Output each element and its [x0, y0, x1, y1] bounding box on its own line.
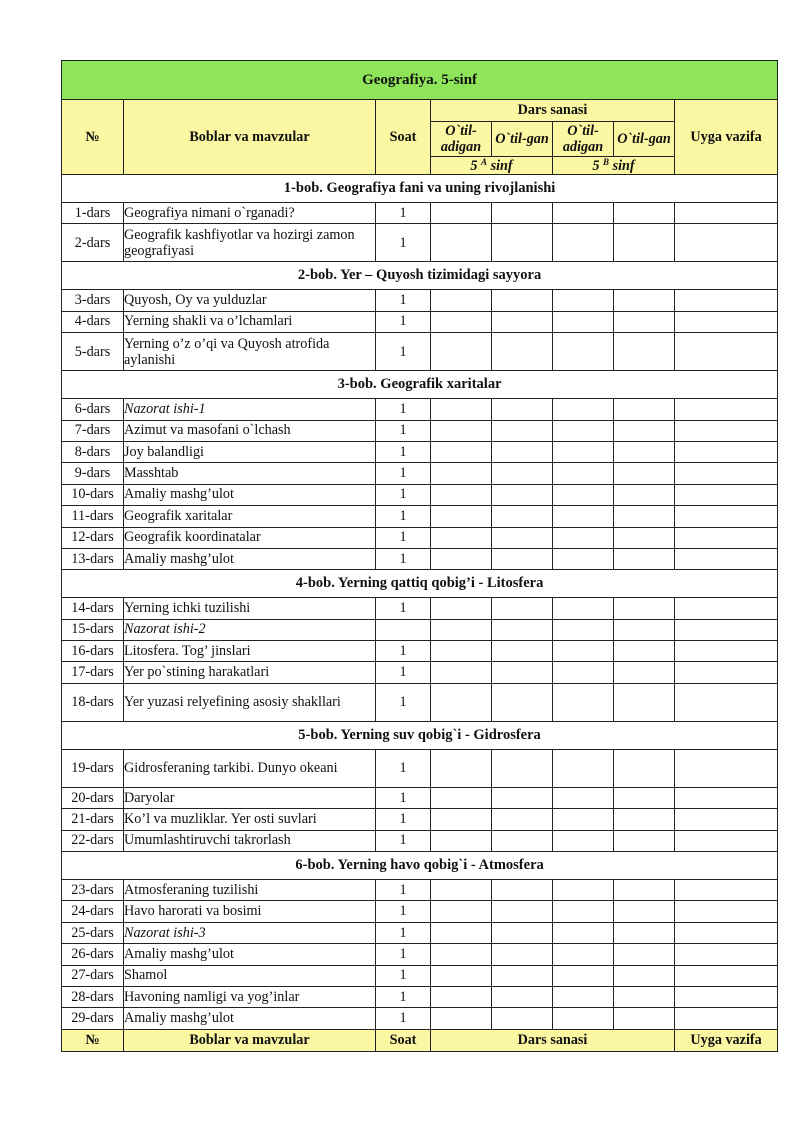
lesson-topic: Yer po`stining harakatlari [124, 662, 376, 683]
date-done-a-cell [492, 506, 553, 527]
lesson-hours [376, 619, 431, 640]
lesson-hours: 1 [376, 420, 431, 441]
date-planned-a-cell [431, 527, 492, 548]
lesson-topic: Yerning o’z o’qi va Quyosh atrofida aylanishi [124, 333, 376, 371]
date-planned-a-cell [431, 311, 492, 332]
date-planned-b-cell [553, 901, 614, 922]
homework-cell [675, 619, 778, 640]
date-done-a-cell [492, 420, 553, 441]
date-planned-a-cell [431, 683, 492, 721]
date-done-b-cell [614, 641, 675, 662]
date-planned-a-cell [431, 901, 492, 922]
date-planned-b-cell [553, 922, 614, 943]
lesson-number: 26-dars [62, 944, 124, 965]
lesson-number: 2-dars [62, 224, 124, 262]
lesson-row [62, 965, 778, 986]
lesson-hours: 1 [376, 830, 431, 851]
lesson-number: 10-dars [62, 484, 124, 505]
date-done-a-cell [492, 203, 553, 224]
chapter-row [62, 721, 778, 749]
lesson-topic: Joy balandligi [124, 441, 376, 462]
date-planned-b-cell [553, 683, 614, 721]
date-done-a-cell [492, 965, 553, 986]
lesson-row [62, 484, 778, 505]
lesson-number: 12-dars [62, 527, 124, 548]
class-b-number: 5 [592, 157, 600, 174]
lesson-hours: 1 [376, 399, 431, 420]
date-planned-a-cell [431, 809, 492, 830]
homework-cell [675, 986, 778, 1007]
header-num: № [62, 100, 124, 175]
date-done-a-cell [492, 484, 553, 505]
lesson-topic: Yerning shakli va o’lchamlari [124, 311, 376, 332]
lesson-topic: Havoning namligi va yog’inlar [124, 986, 376, 1007]
lesson-topic: Ko’l va muzliklar. Yer osti suvlari [124, 809, 376, 830]
lesson-row [62, 311, 778, 332]
header-hours: Soat [376, 100, 431, 175]
lesson-number: 1-dars [62, 203, 124, 224]
date-done-b-cell [614, 311, 675, 332]
date-planned-b-cell [553, 224, 614, 262]
date-done-b-cell [614, 548, 675, 569]
lesson-hours: 1 [376, 965, 431, 986]
header-col-c: O`til-adigan [553, 122, 614, 157]
lesson-number: 25-dars [62, 922, 124, 943]
date-planned-b-cell [553, 1008, 614, 1029]
date-done-b-cell [614, 463, 675, 484]
homework-cell [675, 484, 778, 505]
date-planned-a-cell [431, 830, 492, 851]
date-done-a-cell [492, 619, 553, 640]
date-planned-b-cell [553, 830, 614, 851]
lesson-row [62, 506, 778, 527]
date-done-b-cell [614, 333, 675, 371]
lesson-hours: 1 [376, 787, 431, 808]
lesson-plan-body [62, 175, 778, 1030]
date-planned-a-cell [431, 965, 492, 986]
date-planned-a-cell [431, 986, 492, 1007]
date-done-b-cell [614, 224, 675, 262]
date-planned-a-cell [431, 484, 492, 505]
date-done-a-cell [492, 809, 553, 830]
lesson-hours: 1 [376, 290, 431, 311]
lesson-topic: Nazorat ishi-1 [124, 399, 376, 420]
homework-cell [675, 311, 778, 332]
date-planned-b-cell [553, 311, 614, 332]
footer-hours: Soat [376, 1029, 431, 1051]
lesson-topic: Geografik koordinatalar [124, 527, 376, 548]
lesson-row [62, 527, 778, 548]
lesson-row [62, 809, 778, 830]
lesson-hours: 1 [376, 598, 431, 619]
homework-cell [675, 830, 778, 851]
lesson-number: 17-dars [62, 662, 124, 683]
date-planned-a-cell [431, 420, 492, 441]
homework-cell [675, 203, 778, 224]
lesson-row [62, 290, 778, 311]
homework-cell [675, 901, 778, 922]
date-done-a-cell [492, 548, 553, 569]
homework-cell [675, 683, 778, 721]
lesson-hours: 1 [376, 809, 431, 830]
date-done-a-cell [492, 901, 553, 922]
homework-cell [675, 662, 778, 683]
date-planned-a-cell [431, 598, 492, 619]
date-planned-a-cell [431, 399, 492, 420]
lesson-row [62, 683, 778, 721]
footer-num: № [62, 1029, 124, 1051]
lesson-row [62, 399, 778, 420]
date-done-b-cell [614, 662, 675, 683]
homework-cell [675, 1008, 778, 1029]
date-done-a-cell [492, 441, 553, 462]
date-done-a-cell [492, 333, 553, 371]
homework-cell [675, 944, 778, 965]
lesson-topic: Nazorat ishi-3 [124, 922, 376, 943]
homework-cell [675, 333, 778, 371]
chapter-row [62, 262, 778, 290]
date-done-b-cell [614, 944, 675, 965]
header-class-a [431, 157, 553, 175]
lesson-topic: Geografiya nimani o`rganadi? [124, 203, 376, 224]
lesson-topic: Daryolar [124, 787, 376, 808]
lesson-hours: 1 [376, 1008, 431, 1029]
date-done-b-cell [614, 922, 675, 943]
date-done-a-cell [492, 787, 553, 808]
date-planned-a-cell [431, 944, 492, 965]
lesson-number: 11-dars [62, 506, 124, 527]
lesson-topic: Masshtab [124, 463, 376, 484]
lesson-row [62, 224, 778, 262]
header-topics: Boblar va mavzular [124, 100, 376, 175]
date-done-b-cell [614, 619, 675, 640]
date-done-a-cell [492, 944, 553, 965]
date-done-b-cell [614, 830, 675, 851]
lesson-row [62, 463, 778, 484]
lesson-row [62, 749, 778, 787]
date-done-b-cell [614, 901, 675, 922]
lesson-number: 18-dars [62, 683, 124, 721]
lesson-hours: 1 [376, 484, 431, 505]
lesson-topic: Amaliy mashg’ulot [124, 944, 376, 965]
date-planned-b-cell [553, 986, 614, 1007]
date-planned-b-cell [553, 880, 614, 901]
lesson-hours: 1 [376, 527, 431, 548]
footer-dates: Dars sanasi [431, 1029, 675, 1051]
lesson-number: 7-dars [62, 420, 124, 441]
header-col-b: O`til-gan [492, 122, 553, 157]
date-done-b-cell [614, 749, 675, 787]
lesson-hours: 1 [376, 333, 431, 371]
homework-cell [675, 880, 778, 901]
homework-cell [675, 922, 778, 943]
date-done-a-cell [492, 683, 553, 721]
date-done-b-cell [614, 598, 675, 619]
date-planned-b-cell [553, 399, 614, 420]
homework-cell [675, 441, 778, 462]
date-done-a-cell [492, 922, 553, 943]
date-planned-b-cell [553, 420, 614, 441]
chapter-title: 4-bob. Yerning qattiq qobig’i - Litosfera [62, 570, 778, 598]
date-planned-b-cell [553, 527, 614, 548]
lesson-row [62, 901, 778, 922]
chapter-row [62, 371, 778, 399]
lesson-number: 5-dars [62, 333, 124, 371]
lesson-topic: Amaliy mashg’ulot [124, 484, 376, 505]
chapter-title: 2-bob. Yer – Quyosh tizimidagi sayyora [62, 262, 778, 290]
lesson-topic: Umumlashtiruvchi takrorlash [124, 830, 376, 851]
lesson-row [62, 922, 778, 943]
lesson-topic: Yer yuzasi relyefining asosiy shakllari [124, 683, 376, 721]
homework-cell [675, 399, 778, 420]
lesson-number: 16-dars [62, 641, 124, 662]
date-planned-a-cell [431, 880, 492, 901]
date-planned-a-cell [431, 333, 492, 371]
date-planned-a-cell [431, 224, 492, 262]
lesson-number: 24-dars [62, 901, 124, 922]
date-planned-b-cell [553, 944, 614, 965]
lesson-row [62, 830, 778, 851]
lesson-hours: 1 [376, 224, 431, 262]
lesson-row [62, 880, 778, 901]
lesson-hours: 1 [376, 901, 431, 922]
lesson-number: 20-dars [62, 787, 124, 808]
date-planned-b-cell [553, 809, 614, 830]
lesson-number: 9-dars [62, 463, 124, 484]
homework-cell [675, 641, 778, 662]
homework-cell [675, 224, 778, 262]
date-done-a-cell [492, 749, 553, 787]
date-planned-a-cell [431, 203, 492, 224]
lesson-hours: 1 [376, 441, 431, 462]
date-done-b-cell [614, 965, 675, 986]
date-planned-a-cell [431, 787, 492, 808]
date-done-a-cell [492, 224, 553, 262]
class-a-letter: A [481, 156, 488, 167]
lesson-row [62, 986, 778, 1007]
homework-cell [675, 420, 778, 441]
date-done-b-cell [614, 1008, 675, 1029]
header-homework: Uyga vazifa [675, 100, 778, 175]
date-done-a-cell [492, 662, 553, 683]
lesson-row [62, 662, 778, 683]
date-planned-b-cell [553, 641, 614, 662]
date-done-b-cell [614, 986, 675, 1007]
date-planned-b-cell [553, 548, 614, 569]
date-planned-b-cell [553, 333, 614, 371]
homework-cell [675, 506, 778, 527]
lesson-row [62, 619, 778, 640]
date-done-a-cell [492, 311, 553, 332]
class-a-number: 5 [470, 157, 478, 174]
date-done-a-cell [492, 463, 553, 484]
lesson-number: 22-dars [62, 830, 124, 851]
lesson-number: 29-dars [62, 1008, 124, 1029]
lesson-topic: Amaliy mashg’ulot [124, 548, 376, 569]
date-planned-b-cell [553, 290, 614, 311]
lesson-topic: Geografik kashfiyotlar va hozirgi zamon geografiyasi [124, 224, 376, 262]
header-class-b [553, 157, 675, 175]
lesson-topic: Atmosferaning tuzilishi [124, 880, 376, 901]
lesson-number: 15-dars [62, 619, 124, 640]
date-planned-a-cell [431, 290, 492, 311]
date-planned-a-cell [431, 506, 492, 527]
date-done-b-cell [614, 441, 675, 462]
lesson-hours: 1 [376, 548, 431, 569]
date-done-b-cell [614, 809, 675, 830]
chapter-title: 5-bob. Yerning suv qobig`i - Gidrosfera [62, 721, 778, 749]
lesson-topic: Gidrosferaning tarkibi. Dunyo okeani [124, 749, 376, 787]
lesson-topic: Yerning ichki tuzilishi [124, 598, 376, 619]
homework-cell [675, 548, 778, 569]
chapter-title: 1-bob. Geografiya fani va uning rivojlanishi [62, 175, 778, 203]
chapter-row [62, 570, 778, 598]
header-dates: Dars sanasi [431, 100, 675, 122]
lesson-row [62, 333, 778, 371]
header-col-a: O`til-adigan [431, 122, 492, 157]
date-planned-a-cell [431, 463, 492, 484]
date-planned-a-cell [431, 548, 492, 569]
date-done-b-cell [614, 527, 675, 548]
header-col-d: O`til-gan [614, 122, 675, 157]
lesson-hours: 1 [376, 880, 431, 901]
homework-cell [675, 809, 778, 830]
lesson-hours: 1 [376, 662, 431, 683]
date-done-b-cell [614, 683, 675, 721]
lesson-topic: Havo harorati va bosimi [124, 901, 376, 922]
date-planned-b-cell [553, 203, 614, 224]
lesson-topic: Shamol [124, 965, 376, 986]
date-done-b-cell [614, 787, 675, 808]
date-planned-b-cell [553, 463, 614, 484]
lesson-hours: 1 [376, 311, 431, 332]
lesson-hours: 1 [376, 986, 431, 1007]
lesson-topic: Nazorat ishi-2 [124, 619, 376, 640]
date-done-a-cell [492, 880, 553, 901]
date-planned-b-cell [553, 662, 614, 683]
homework-cell [675, 749, 778, 787]
lesson-topic: Quyosh, Oy va yulduzlar [124, 290, 376, 311]
homework-cell [675, 527, 778, 548]
lesson-topic: Litosfera. Tog’ jinslari [124, 641, 376, 662]
date-planned-a-cell [431, 1008, 492, 1029]
lesson-number: 8-dars [62, 441, 124, 462]
date-planned-b-cell [553, 506, 614, 527]
lesson-number: 27-dars [62, 965, 124, 986]
lesson-plan-table [61, 60, 778, 1052]
date-planned-a-cell [431, 749, 492, 787]
footer-homework: Uyga vazifa [675, 1029, 778, 1051]
lesson-row [62, 641, 778, 662]
date-planned-a-cell [431, 641, 492, 662]
lesson-number: 6-dars [62, 399, 124, 420]
date-planned-b-cell [553, 484, 614, 505]
chapter-row [62, 175, 778, 203]
lesson-topic: Geografik xaritalar [124, 506, 376, 527]
chapter-title: 6-bob. Yerning havo qobig`i - Atmosfera [62, 852, 778, 880]
date-planned-b-cell [553, 619, 614, 640]
homework-cell [675, 290, 778, 311]
date-done-b-cell [614, 290, 675, 311]
date-done-a-cell [492, 830, 553, 851]
date-done-b-cell [614, 203, 675, 224]
lesson-row [62, 441, 778, 462]
lesson-row [62, 598, 778, 619]
chapter-title: 3-bob. Geografik xaritalar [62, 371, 778, 399]
lesson-row [62, 548, 778, 569]
lesson-number: 14-dars [62, 598, 124, 619]
lesson-number: 28-dars [62, 986, 124, 1007]
lesson-hours: 1 [376, 944, 431, 965]
date-done-a-cell [492, 399, 553, 420]
lesson-row [62, 944, 778, 965]
date-planned-a-cell [431, 662, 492, 683]
lesson-row [62, 787, 778, 808]
lesson-topic: Azimut va masofani o`lchash [124, 420, 376, 441]
class-b-letter: B [603, 156, 610, 167]
footer-topics: Boblar va mavzular [124, 1029, 376, 1051]
lesson-row [62, 203, 778, 224]
lesson-row [62, 1008, 778, 1029]
lesson-number: 4-dars [62, 311, 124, 332]
lesson-row [62, 420, 778, 441]
date-planned-b-cell [553, 598, 614, 619]
date-done-a-cell [492, 1008, 553, 1029]
date-planned-b-cell [553, 441, 614, 462]
class-a-sinf: sinf [490, 157, 513, 174]
date-planned-b-cell [553, 749, 614, 787]
date-planned-a-cell [431, 441, 492, 462]
lesson-hours: 1 [376, 506, 431, 527]
lesson-number: 23-dars [62, 880, 124, 901]
lesson-number: 21-dars [62, 809, 124, 830]
date-done-b-cell [614, 506, 675, 527]
lesson-hours: 1 [376, 749, 431, 787]
date-done-a-cell [492, 527, 553, 548]
homework-cell [675, 965, 778, 986]
date-done-a-cell [492, 290, 553, 311]
class-b-sinf: sinf [612, 157, 635, 174]
date-done-b-cell [614, 399, 675, 420]
lesson-hours: 1 [376, 922, 431, 943]
date-done-b-cell [614, 420, 675, 441]
lesson-hours: 1 [376, 683, 431, 721]
date-planned-b-cell [553, 787, 614, 808]
lesson-number: 3-dars [62, 290, 124, 311]
lesson-hours: 1 [376, 203, 431, 224]
lesson-hours: 1 [376, 641, 431, 662]
homework-cell [675, 787, 778, 808]
lesson-hours: 1 [376, 463, 431, 484]
date-done-b-cell [614, 484, 675, 505]
date-done-a-cell [492, 598, 553, 619]
lesson-topic: Amaliy mashg’ulot [124, 1008, 376, 1029]
table-title: Geografiya. 5-sinf [62, 61, 778, 100]
date-planned-b-cell [553, 965, 614, 986]
date-done-a-cell [492, 641, 553, 662]
date-planned-a-cell [431, 922, 492, 943]
date-done-b-cell [614, 880, 675, 901]
date-done-a-cell [492, 986, 553, 1007]
lesson-number: 13-dars [62, 548, 124, 569]
homework-cell [675, 598, 778, 619]
homework-cell [675, 463, 778, 484]
chapter-row [62, 852, 778, 880]
date-planned-a-cell [431, 619, 492, 640]
lesson-number: 19-dars [62, 749, 124, 787]
